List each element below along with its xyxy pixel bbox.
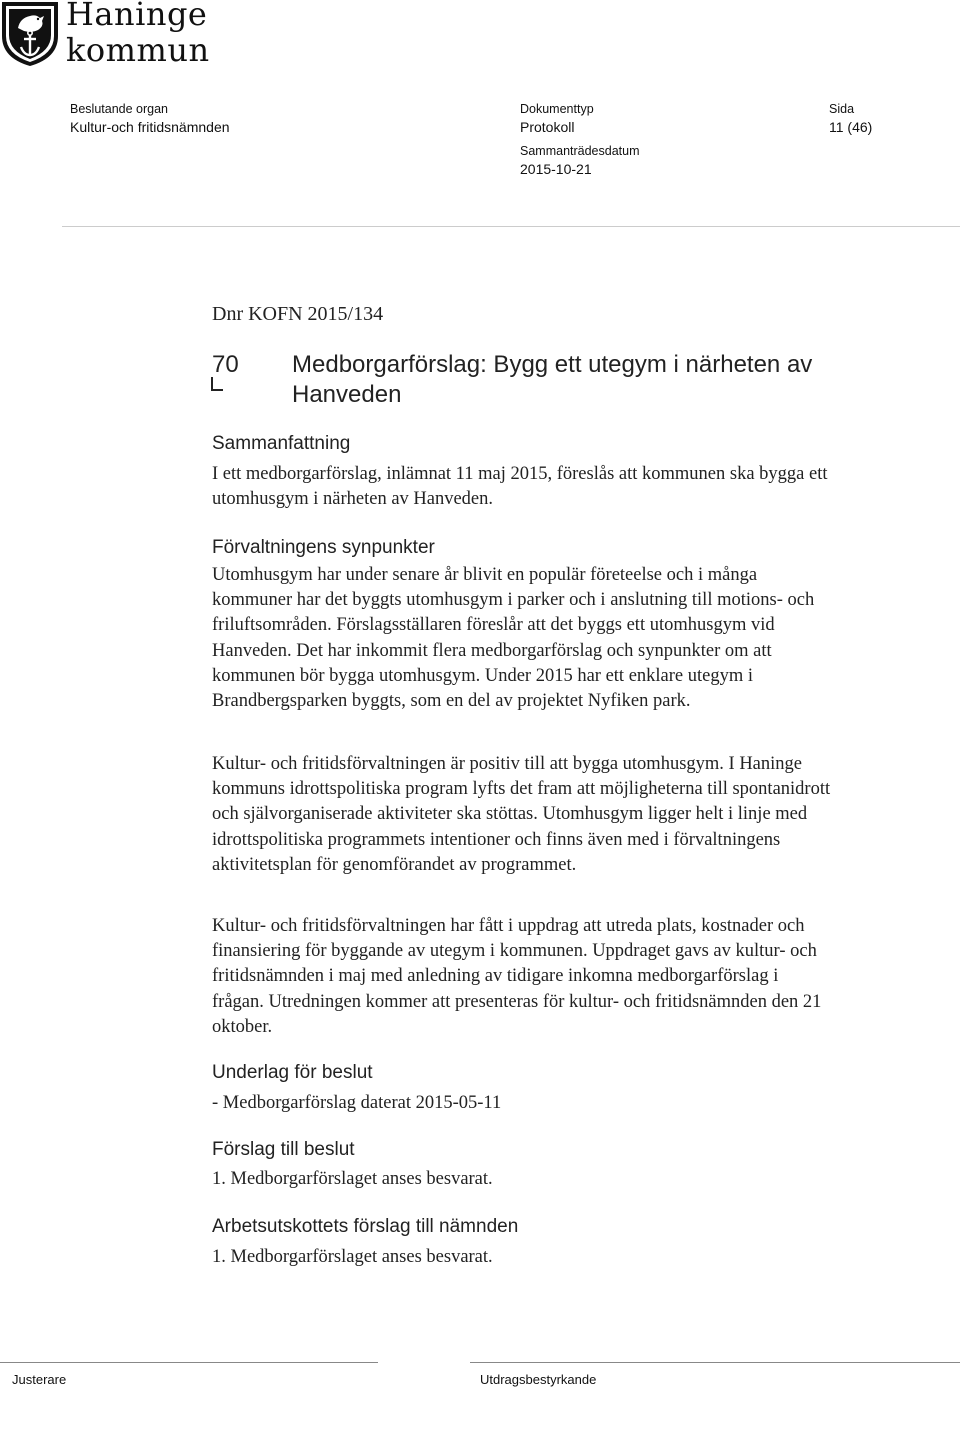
- section-title: Medborgarförslag: Bygg ett utegym i närheten av Hanveden: [292, 351, 813, 408]
- heading-arbetsutskottets-forslag: Arbetsutskottets förslag till nämnden: [212, 1216, 519, 1237]
- coat-of-arms-icon: [0, 0, 60, 68]
- page-label: Sida: [829, 102, 855, 116]
- heading-sammanfattning: Sammanfattning: [212, 433, 351, 454]
- paragraph-synpunkter-2: Kultur- och fritidsförvaltningen är positiv till att bygga utomhusgym. I Haninge kommuns idrottspolitiska program lyfts det fram att möjligheterna till spontanidrott och självorganiserade aktiviteter ska stöttas. Utomhusgym ligger helt i linje med idrottspolitiska programmets intentioner och finns även med i förvaltningens aktivitetsplan för genomförandet av programmet.: [212, 754, 831, 875]
- utdrag-line: [470, 1362, 960, 1363]
- logo-text: [66, 0, 210, 68]
- heading-forslag-till-beslut: Förslag till beslut: [212, 1139, 355, 1160]
- paragraph-underlag: - Medborgarförslag daterat 2015-05-11: [212, 1093, 502, 1113]
- footer-justerare: Justerare: [12, 1372, 67, 1387]
- logo-line-2: kommun: [66, 31, 210, 69]
- footer-utdragsbestyrkande: Utdragsbestyrkande: [480, 1372, 597, 1387]
- organ-value: Kultur-och fritidsnämnden: [70, 119, 230, 135]
- paragraph-synpunkter-1: Utomhusgym har under senare år blivit en populär företeelse och i många kommuner har det byggts utomhusgym i parker och i anslutning till motions- och friluftsområden. Förslagsställaren föreslår att det byggs ett utomhusgym vid Hanveden. Det har inkommit flera medborgarförslag och synpunkter om att kommunen bör bygga utomhusgym. Under 2015 har ett enklare utegym i Brandbergsparken byggts, som en del av projektet Nyfiken park.: [212, 565, 815, 712]
- paragraph-synpunkter-3: Kultur- och fritidsförvaltningen har fått i uppdrag att utreda plats, kostnader och finansiering för byggande av utegym i kommunen. Uppdraget gavs av kultur- och fritidsnämnden i maj med anledning av tidigare inkomna medborgarförslag i frågan. Utredningen kommer att presenteras för kultur- och fritidsnämnden den 21 oktober.: [212, 916, 822, 1037]
- logo-line-1: Haninge: [66, 0, 208, 33]
- header-date: [520, 142, 640, 178]
- paragraph-forslag: 1. Medborgarförslaget anses besvarat.: [212, 1169, 493, 1189]
- doctype-value: Protokoll: [520, 119, 575, 135]
- paragraph-arbetsutskottet: 1. Medborgarförslaget anses besvarat.: [212, 1247, 493, 1267]
- page-value: 11 (46): [829, 119, 873, 135]
- date-value: 2015-10-21: [520, 161, 592, 177]
- diary-number: Dnr KOFN 2015/134: [212, 303, 384, 325]
- paragraph-sammanfattning: I ett medborgarförslag, inlämnat 11 maj 2015, föreslås att kommunen ska bygga ett utomhusgym i närheten av Hanveden.: [212, 464, 828, 510]
- organ-label: Beslutande organ: [70, 102, 168, 116]
- header-page: [829, 100, 872, 136]
- header-doctype: [520, 100, 594, 136]
- section-mark-icon: [210, 376, 224, 392]
- doctype-label: Dokumenttyp: [520, 102, 594, 116]
- date-label: Sammanträdesdatum: [520, 144, 640, 158]
- heading-underlag-for-beslut: Underlag för beslut: [212, 1062, 373, 1083]
- header-divider: [62, 226, 960, 227]
- section-number: 70: [212, 351, 239, 378]
- heading-forvaltningens-synpunkter: Förvaltningens synpunkter: [212, 537, 435, 558]
- haninge-logo: [0, 0, 240, 70]
- header-organ: [70, 100, 230, 136]
- justerare-line: [0, 1362, 378, 1363]
